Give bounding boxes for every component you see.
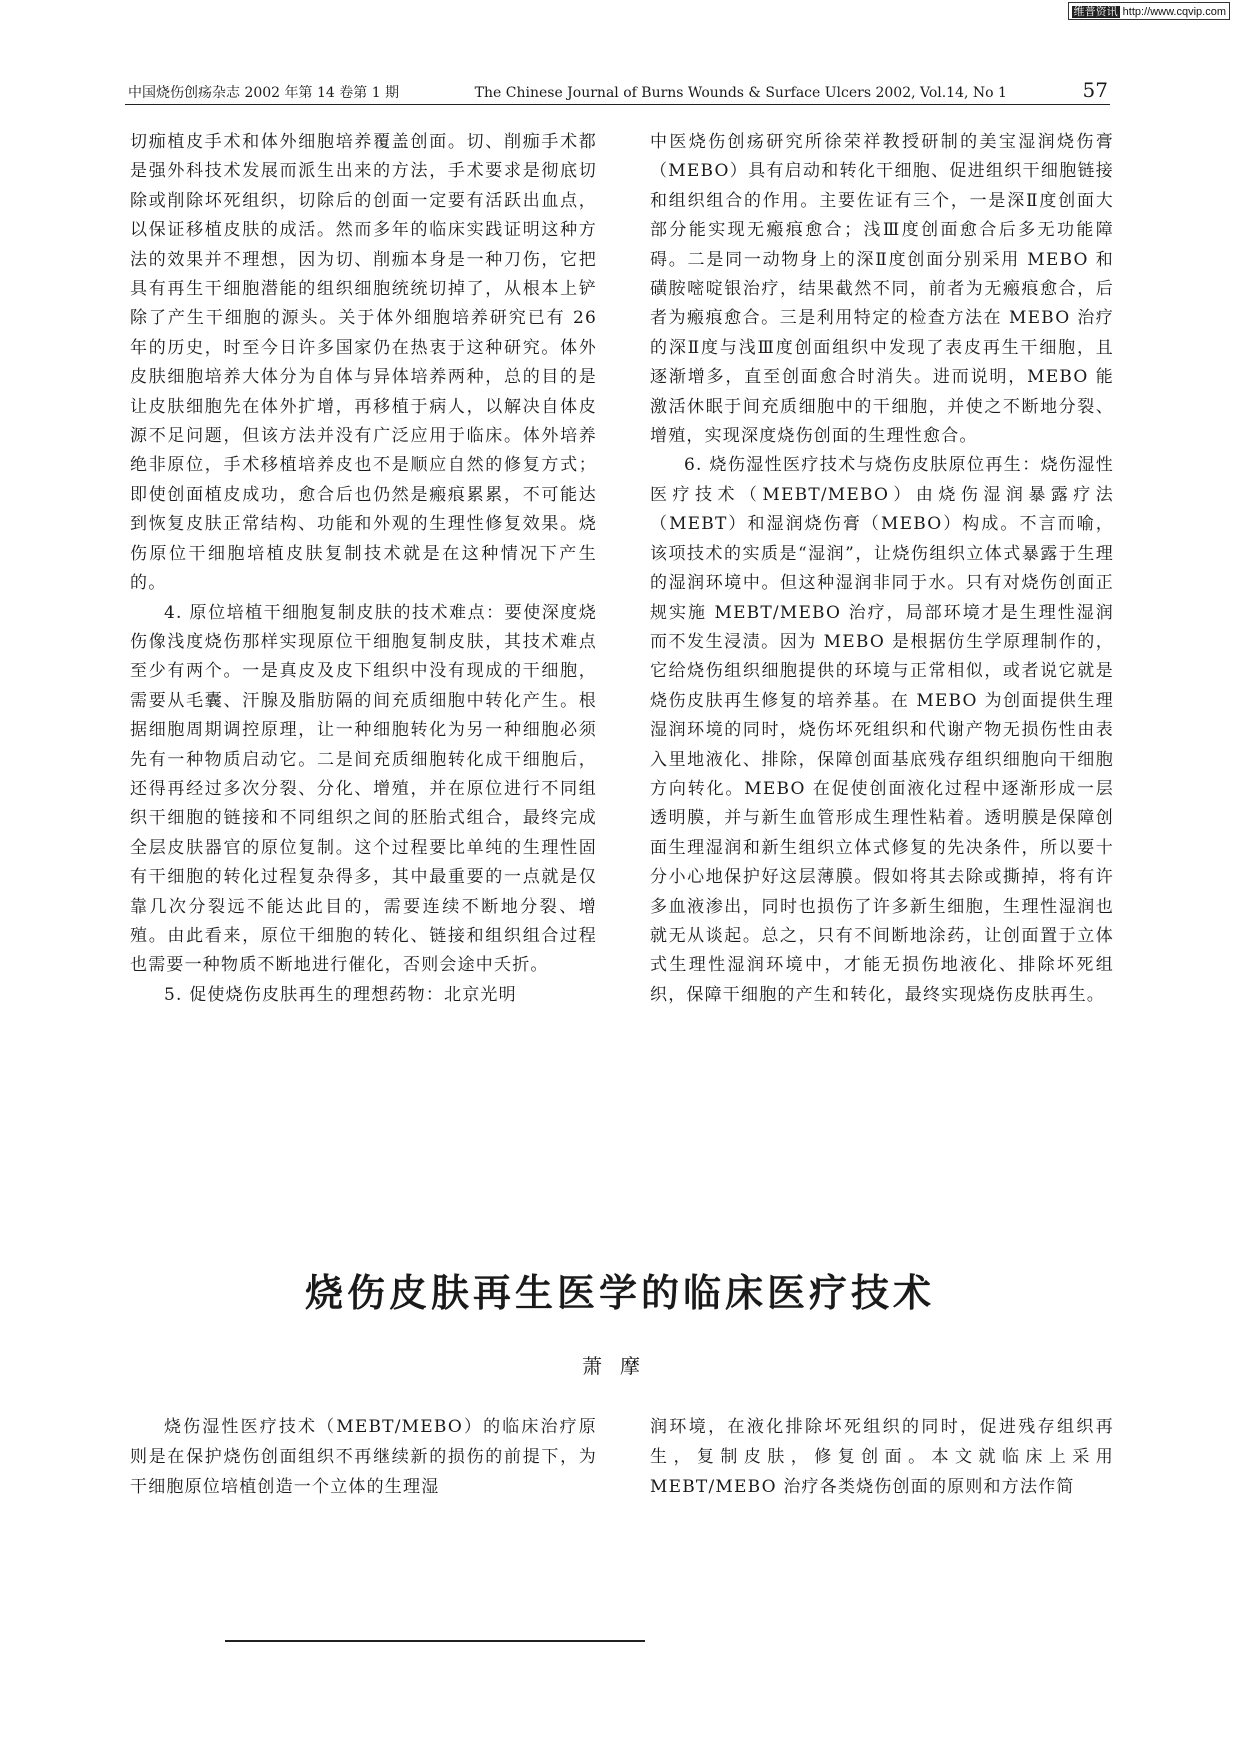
body-column-left (130, 128, 597, 1010)
journal-citation-en: The Chinese Journal of Burns Wounds & Surface Ulcers 2002, Vol.14, No 1 (474, 85, 1007, 101)
body-paragraph: 5. 促使烧伤皮肤再生的理想药物：北京光明 (164, 984, 517, 1005)
watermark-url: http://www.cqvip.com (1122, 6, 1226, 18)
journal-citation-cn: 中国烧伤创疡杂志 2002 年第 14 卷第 1 期 (128, 85, 400, 101)
body-paragraph: 4. 原位培植干细胞复制皮肤的技术难点：要使深度烧伤像浅度烧伤那样实现原位干细胞复制皮肤，其技术难点至少有两个。一是真皮及皮下组织中没有现成的干细胞，需要从毛囊、汗腺及脂肪隔的间充质细胞中转化产生。根据细胞周期调控原理，让一种细胞转化为另一种细胞必须先有一种物质启动它。二是间充质细胞转化成干细胞后，还得再经过多次分裂、分化、增殖，并在原位进行不同组织干细胞的链接和不同组织之间的胚胎式组合，最终完成全层皮肤器官的原位复制。这个过程要比单纯的生理性固有干细胞的转化过程复杂得多，其中最重要的一点就是仅靠几次分裂远不能达此目的，需要连续不断地分裂、增殖。由此看来，原位干细胞的转化、链接和组织组合过程也需要一种物质不断地进行催化，否则会途中夭折。 (130, 602, 597, 976)
article-author: 萧摩 (582, 1354, 658, 1378)
article-title: 烧伤皮肤再生医学的临床医疗技术 (304, 1271, 935, 1315)
abstract-paragraph: 润环境，在液化排除坏死组织的同时，促进残存组织再生，复制皮肤，修复创面。本文就临床上采用 MEBT/MEBO 治疗各类烧伤创面的原则和方法作简 (650, 1417, 1114, 1497)
running-header (128, 78, 1108, 102)
watermark-badge (1068, 2, 1230, 20)
abstract-column-left (130, 1412, 597, 1502)
abstract-column-right (650, 1412, 1114, 1502)
abstract-paragraph: 烧伤湿性医疗技术（MEBT/MEBO）的临床治疗原则是在保护烧伤创面组织不再继续新的损伤的前提下，为干细胞原位培植创造一个立体的生理湿 (130, 1417, 597, 1497)
header-rule (125, 104, 1110, 105)
watermark-brand: 维普资讯 (1073, 6, 1118, 18)
body-paragraph: 中医烧伤创疡研究所徐荣祥教授研制的美宝湿润烧伤膏（MEBO）具有启动和转化干细胞、促进组织干细胞链接和组织组合的作用。主要佐证有三个，一是深Ⅱ度创面大部分能实现无瘢痕愈合；浅Ⅲ度创面愈合后多无功能障碍。二是同一动物身上的深Ⅱ度创面分别采用 MEBO 和磺胺嘧啶银治疗，结果截然不同，前者为无瘢痕愈合，后者为瘢痕愈合。三是利用特定的检查方法在 MEBO 治疗的深Ⅱ度与浅Ⅲ度创面组织中发现了表皮再生干细胞，且逐渐增多，直至创面愈合时消失。进而说明，MEBO 能激活休眠于间充质细胞中的干细胞，并使之不断地分裂、增殖，实现深度烧伤创面的生理性愈合。 (650, 132, 1114, 447)
body-paragraph: 6. 烧伤湿性医疗技术与烧伤皮肤原位再生：烧伤湿性医疗技术（MEBT/MEBO）由烧伤湿润暴露疗法（MEBT）和湿润烧伤膏（MEBO）构成。不言而喻，该项技术的实质是“湿润”，让烧伤组织立体式暴露于生理的湿润环境中。但这种湿润非同于水。只有对烧伤创面正规实施 MEBT/MEBO 治疗，局部环境才是生理性湿润而不发生浸渍。因为 MEBO 是根据仿生学原理制作的，它给烧伤组织细胞提供的环境与正常相似，或者说它就是烧伤皮肤再生修复的培养基。在 MEBO 为创面提供生理湿润环境的同时，烧伤坏死组织和代谢产物无损伤性由表入里地液化、排除，保障创面基底残存组织细胞向干细胞方向转化。MEBO 在促使创面液化过程中逐渐形成一层透明膜，并与新生血管形成生理性粘着。透明膜是保障创面生理湿润和新生组织立体式修复的先决条件，所以要十分小心地保护好这层薄膜。假如将其去除或撕掉，将有许多血液渗出，同时也损伤了许多新生细胞，生理性湿润也就无从谈起。总之，只有不间断地涂药，让创面置于立体式生理性湿润环境中，才能无损伤地液化、排除坏死组织，保障干细胞的产生和转化，最终实现烧伤皮肤再生。 (650, 455, 1115, 1005)
body-column-right (650, 128, 1114, 1010)
page-number: 57 (1082, 78, 1108, 102)
body-paragraph: 切痂植皮手术和体外细胞培养覆盖创面。切、削痂手术都是强外科技术发展而派生出来的方法，手术要求是彻底切除或削除坏死组织，切除后的创面一定要有活跃出血点，以保证移植皮肤的成活。然而多年的临床实践证明这种方法的效果并不理想，因为切、削痂本身是一种刀伤，它把具有再生干细胞潜能的组织细胞统统切掉了，从根本上铲除了产生干细胞的源头。关于体外细胞培养研究已有 26 年的历史，时至今日许多国家仍在热衷于这种研究。体外皮肤细胞培养大体分为自体与异体培养两种，总的目的是让皮肤细胞先在体外扩增，再移植于病人，以解决自体皮源不足问题，但该方法并没有广泛应用于临床。体外培养绝非原位，手术移植培养皮也不是顺应自然的修复方式；即使创面植皮成功，愈合后也仍然是瘢痕累累，不可能达到恢复皮肤正常结构、功能和外观的生理性修复效果。烧伤原位干细胞培植皮肤复制技术就是在这种情况下产生的。 (130, 132, 597, 594)
footnote-rule (225, 1640, 645, 1642)
